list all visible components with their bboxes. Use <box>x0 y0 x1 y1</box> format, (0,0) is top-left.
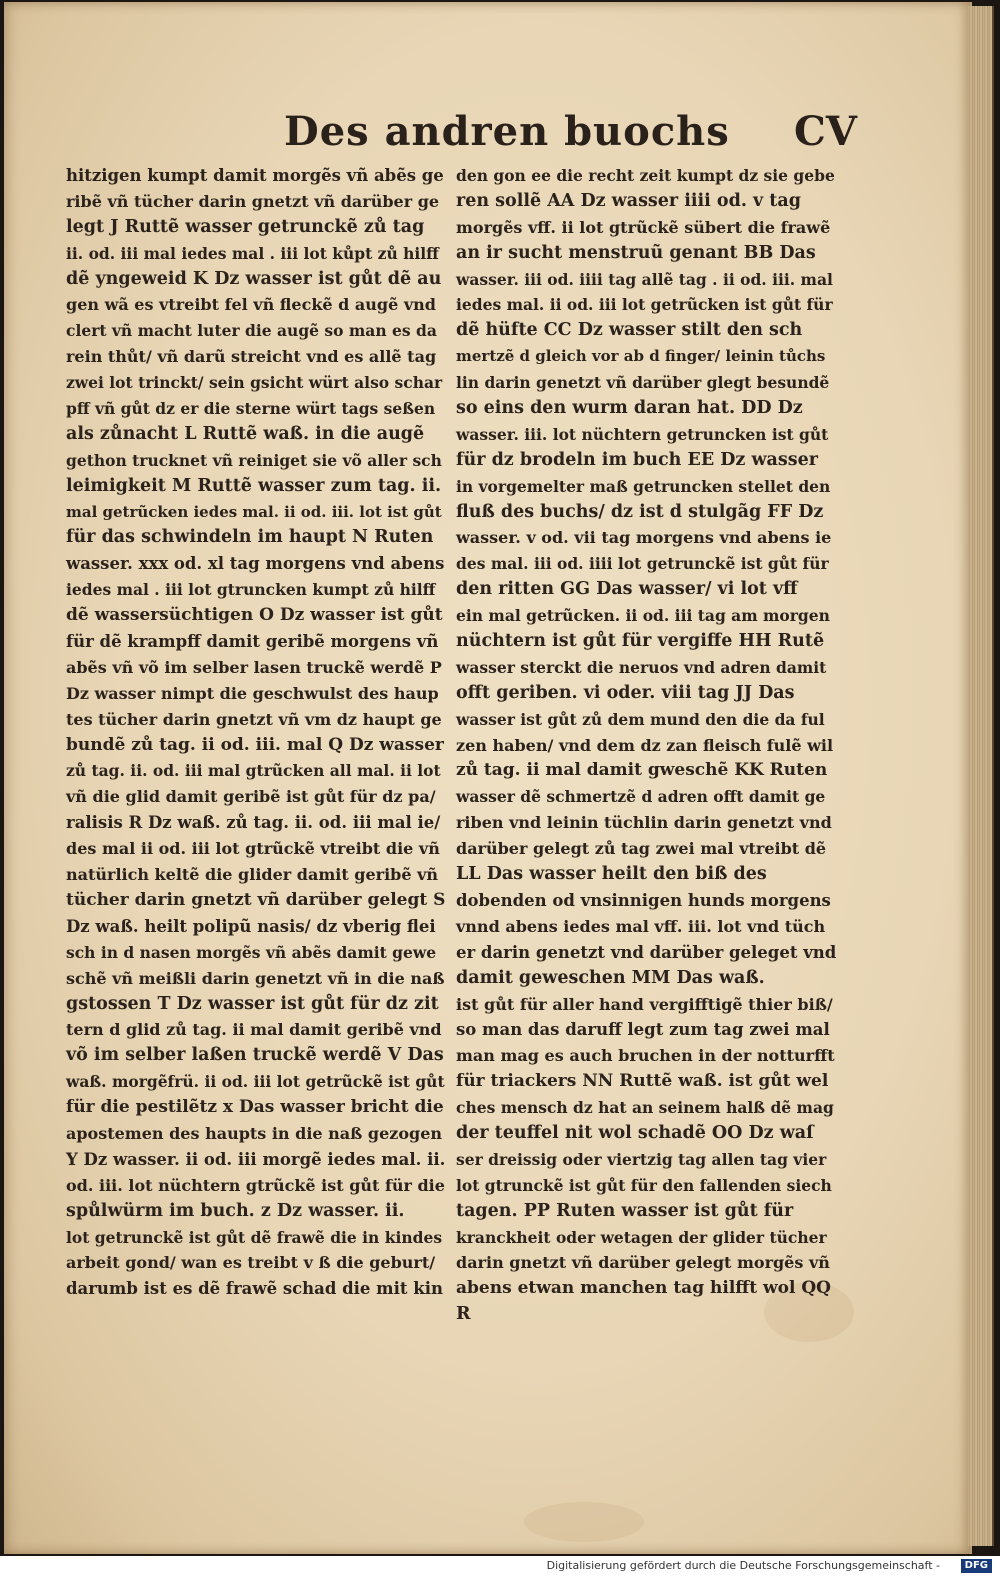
text-line: nüchtern ist gůt für vergiffe HH Rutẽ <box>456 631 825 652</box>
text-line: für das schwindeln im haupt N Ruten <box>66 527 434 548</box>
left-text-column <box>66 163 446 1302</box>
footer-credit: Digitalisierung gefördert durch die Deutsche Forschungsgemeinschaft - <box>546 1559 940 1572</box>
running-title: Des andren buochs <box>284 108 730 155</box>
text-line: als zůnacht L Ruttẽ waß. in die augẽ <box>66 423 425 444</box>
text-line: ist gůt für aller hand vergifftigẽ thier biß/ <box>456 994 833 1014</box>
text-line: zů tag. ii mal damit gweschẽ KK Ruten <box>456 760 828 781</box>
text-line: pff vñ gůt dz er die sterne würt tags seßen <box>66 399 436 419</box>
text-line: mal getrũcken iedes mal. ii od. iii. lot ist gůt <box>66 502 442 521</box>
text-line: ren sollẽ AA Dz wasser iiii od. v tag <box>456 190 801 211</box>
text-line: gen wã es vtreibt fel vñ fleckẽ d augẽ vnd <box>66 295 436 315</box>
text-line: ii. od. iii mal iedes mal . iii lot kůpt zů hilff <box>66 243 439 263</box>
text-line: iedes mal. ii od. iii lot getrũcken ist gůt für <box>456 295 833 315</box>
text-line: vñ die glid damit geribẽ ist gůt für dz pa/ <box>66 787 436 807</box>
page-header <box>4 102 970 162</box>
text-line: man mag es auch bruchen in der notturfft <box>456 1046 835 1066</box>
text-line: zů tag. ii. od. iii mal gtrũcken all mal. ii lot <box>66 761 441 781</box>
text-line: waß. morgẽfrü. ii od. iii lot getrũckẽ ist gůt <box>66 1072 445 1092</box>
text-line: darin gnetzt vñ darüber gelegt morgẽs vñ <box>456 1253 830 1273</box>
text-line: wasser ist gůt zů dem mund den die da ful <box>456 709 825 729</box>
text-line: dẽ yngeweid K Dz wasser ist gůt dẽ au <box>66 268 442 289</box>
text-line: so eins den wurm daran hat. DD Dz <box>456 398 803 419</box>
text-line: den gon ee die recht zeit kumpt dz sie gebe <box>456 166 835 185</box>
text-line: für die pestilẽtz x Das wasser bricht die <box>66 1097 444 1118</box>
text-line: für dz brodeln im buch EE Dz wasser <box>456 449 818 470</box>
text-line: tagen. PP Ruten wasser ist gůt für <box>456 1200 794 1221</box>
text-line: vnnd abens iedes mal vff. iii. lot vnd tüch <box>456 916 826 936</box>
text-line: leimigkeit M Ruttẽ wasser zum tag. ii. <box>66 475 442 496</box>
text-line: ein mal getrũcken. ii od. iii tag am morgen <box>456 606 830 626</box>
book-page <box>4 2 972 1554</box>
text-line: wasser. xxx od. xl tag morgens vnd abens <box>66 554 445 574</box>
text-line: er darin genetzt vnd darüber geleget vnd <box>456 942 837 962</box>
text-line: für triackers NN Ruttẽ waß. ist gůt wel <box>456 1071 829 1092</box>
text-line: hitzigen kumpt damit morgẽs vñ abẽs ge <box>66 166 444 185</box>
text-line: tücher darin gnetzt vñ darüber gelegt S <box>66 889 446 910</box>
text-line: iedes mal . iii lot gtruncken kumpt zů hilff <box>66 580 436 600</box>
text-line: Dz waß. heilt polipũ nasis/ dz vberig flei <box>66 916 436 936</box>
dfg-logo: DFG <box>961 1559 992 1573</box>
text-line: wasser. iii. lot nüchtern getruncken ist gůt <box>456 424 829 444</box>
text-line: wasser dẽ schmertzẽ d adren offt damit ge <box>456 787 826 807</box>
text-line: natürlich keltẽ die glider damit geribẽ vñ <box>66 865 439 885</box>
text-line: sch in d nasen morgẽs vñ abẽs damit gewe <box>66 942 437 962</box>
text-line: wasser. v od. vii tag morgens vnd abens ie <box>456 528 832 548</box>
text-line: zwei lot trinckt/ sein gsicht würt also schar <box>66 373 443 393</box>
text-line: lot getrunckẽ ist gůt dẽ frawẽ die in kindes <box>66 1227 443 1247</box>
text-line: fluß des buchs/ dz ist d stulgãg FF Dz <box>456 501 824 522</box>
text-line: der teuffel nit wol schadẽ OO Dz waſ <box>456 1122 814 1143</box>
text-line: tern d glid zů tag. ii mal damit geribẽ vnd <box>66 1020 442 1040</box>
text-line: abens etwan manchen tag hilfft wol QQ <box>456 1278 831 1299</box>
text-line: gethon trucknet vñ reiniget sie võ aller sch <box>66 450 442 470</box>
text-line: abẽs vñ võ im selber lasen truckẽ werdẽ P <box>66 657 442 677</box>
text-line: rein thůt/ vñ darũ streicht vnd es allẽ tag <box>66 347 437 367</box>
text-line: gstossen T Dz wasser ist gůt für dz zit <box>66 993 439 1014</box>
text-line: lin darin genetzt vñ darüber glegt besundẽ <box>456 373 830 393</box>
text-line: apostemen des haupts in die naß gezogen <box>66 1123 442 1143</box>
text-line: morgẽs vff. ii lot gtrũckẽ sübert die frawẽ <box>456 217 831 237</box>
text-line: darumb ist es dẽ frawẽ schad die mit kin <box>66 1279 443 1299</box>
text-line: schẽ vñ meißli darin genetzt vñ in die naß <box>66 968 445 988</box>
folio-number: CV <box>794 108 857 155</box>
text-line: damit geweschen MM Das waß. <box>456 967 765 988</box>
text-line: ser dreissig oder viertzig tag allen tag vier <box>456 1149 827 1169</box>
text-line: kranckheit oder wetagen der glider tücher <box>456 1227 827 1247</box>
text-line: arbeit gond/ wan es treibt v ß die geburt/ <box>66 1253 436 1273</box>
text-line: spůlwürm im buch. z Dz wasser. ii. <box>66 1200 405 1221</box>
text-line: mertzẽ d gleich vor ab d finger/ leinin tůchs <box>456 347 826 366</box>
text-line: offt geriben. vi oder. viii tag JJ Das <box>456 682 795 703</box>
paper-stain <box>524 1502 644 1542</box>
text-line: Dz wasser nimpt die geschwulst des haup <box>66 683 439 703</box>
text-line: lot gtrunckẽ ist gůt für den fallenden siech <box>456 1175 832 1195</box>
text-line: R <box>456 1304 471 1325</box>
text-line: für dẽ krampff damit geribẽ morgens vñ <box>66 632 439 652</box>
text-line: bundẽ zů tag. ii od. iii. mal Q Dz wasser <box>66 734 444 755</box>
text-line: des mal. iii od. iiii lot getrunckẽ ist gůt für <box>456 554 829 574</box>
text-line: võ im selber laßen truckẽ werdẽ V Das <box>66 1045 444 1066</box>
text-line: wasser. iii od. iiii tag allẽ tag . ii od. iii. mal <box>456 269 833 289</box>
text-line: LL Das wasser heilt den biß des <box>456 864 767 885</box>
text-line: in vorgemelter maß getruncken stellet den <box>456 476 831 496</box>
text-line: dẽ hüfte CC Dz wasser stilt den sch <box>456 320 803 341</box>
text-line: ches mensch dz hat an seinem halß dẽ mag <box>456 1098 834 1118</box>
text-line: dobenden od vnsinnigen hunds morgens <box>456 890 831 910</box>
text-line: so man das daruff legt zum tag zwei mal <box>456 1020 830 1040</box>
text-line: ralisis R Dz waß. zů tag. ii. od. iii mal ie/ <box>66 813 441 833</box>
text-line: riben vnd leinin tüchlin darin genetzt vnd <box>456 813 832 833</box>
text-line: clert vñ macht luter die augẽ so man es da <box>66 321 437 341</box>
text-line: zen haben/ vnd dem dz zan fleisch fulẽ wil <box>456 735 834 755</box>
footer-bar <box>0 1556 1000 1577</box>
page-edges <box>968 6 994 1546</box>
text-line: des mal ii od. iii lot gtrũckẽ vtreibt die vñ <box>66 839 440 859</box>
text-line: darüber gelegt zů tag zwei mal vtreibt dẽ <box>456 839 827 859</box>
text-line: wasser sterckt die neruos vnd adren damit <box>456 657 827 677</box>
text-line: den ritten GG Das wasser/ vi lot vff <box>456 579 798 600</box>
text-line: an ir sucht menstruũ genant BB Das <box>456 242 816 263</box>
text-line: ribẽ vñ tücher darin gnetzt vñ darüber ge <box>66 191 440 211</box>
text-line: legt J Ruttẽ wasser getrunckẽ zů tag <box>66 216 425 237</box>
text-line: od. iii. lot nüchtern gtrũckẽ ist gůt für die <box>66 1175 445 1195</box>
right-text-column <box>456 163 836 1328</box>
text-line: Y Dz wasser. ii od. iii morgẽ iedes mal. ii. <box>66 1149 446 1169</box>
text-line: tes tücher darin gnetzt vñ vm dz haupt ge <box>66 709 442 729</box>
text-line: dẽ wassersüchtigen O Dz wasser ist gůt <box>66 605 443 626</box>
